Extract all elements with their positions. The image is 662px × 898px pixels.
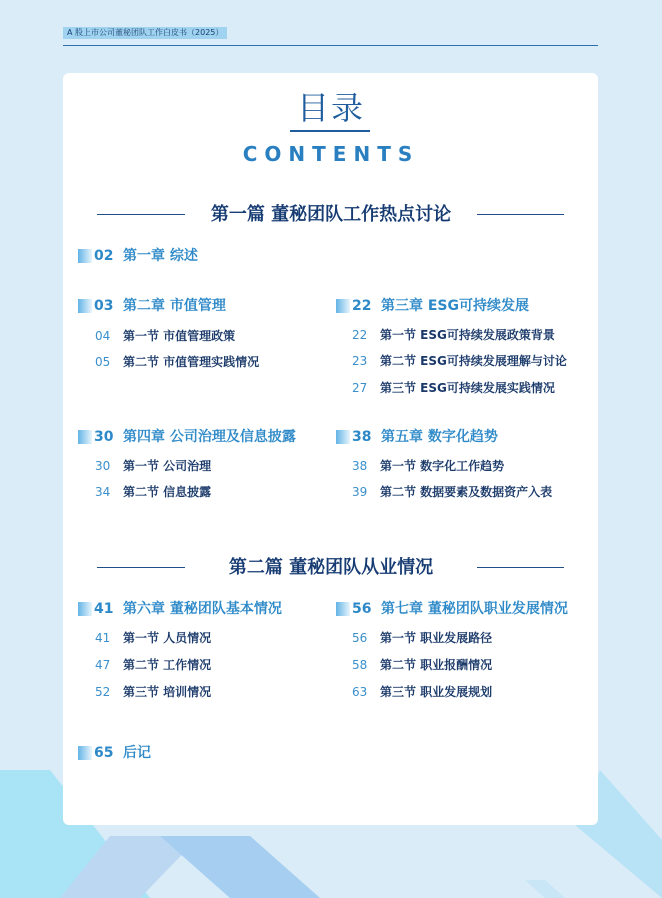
part-title: 第二篇 董秘团队从业情况 xyxy=(228,557,434,578)
part-divider-right xyxy=(477,567,564,568)
section-page: 04 xyxy=(95,329,111,343)
section-title: 第一节 市值管理政策 xyxy=(123,329,236,343)
chapter-marker xyxy=(336,430,350,444)
toc-title: 目录 xyxy=(296,89,365,127)
chapter-marker xyxy=(78,746,92,760)
toc-section[interactable] xyxy=(352,629,592,647)
chapter-page: 38 xyxy=(352,429,372,445)
section-title: 第二节 信息披露 xyxy=(123,485,212,499)
section-title: 第一节 职业发展路径 xyxy=(380,631,493,645)
chapter-page: 41 xyxy=(94,601,114,617)
section-page: 05 xyxy=(95,355,111,369)
chapter-title: 第五章 数字化趋势 xyxy=(381,429,498,445)
toc-section[interactable] xyxy=(95,629,335,647)
section-title: 第二节 职业报酬情况 xyxy=(380,658,493,672)
toc-section[interactable] xyxy=(95,656,335,674)
toc-section[interactable] xyxy=(352,683,592,701)
section-title: 第一节 数字化工作趋势 xyxy=(380,459,505,473)
chapter-page: 22 xyxy=(352,298,372,314)
chapter-marker xyxy=(78,430,92,444)
toc-chapter[interactable] xyxy=(78,599,333,619)
chapter-title: 第四章 公司治理及信息披露 xyxy=(123,429,296,445)
toc-chapter[interactable] xyxy=(336,296,591,316)
toc-chapter[interactable] xyxy=(78,743,278,763)
chapter-title: 第二章 市值管理 xyxy=(123,298,226,314)
toc-title-underline xyxy=(290,130,370,132)
toc-section[interactable] xyxy=(95,353,335,371)
chapter-page: 03 xyxy=(94,298,114,314)
toc-section[interactable] xyxy=(352,483,592,501)
section-page: 27 xyxy=(352,381,368,395)
part-divider-right xyxy=(477,214,564,215)
section-page: 22 xyxy=(352,328,368,342)
section-title: 第一节 公司治理 xyxy=(123,459,212,473)
toc-section[interactable] xyxy=(95,327,335,345)
section-page: 63 xyxy=(352,685,368,699)
toc-section[interactable] xyxy=(352,352,592,370)
section-page: 58 xyxy=(352,658,368,672)
toc-section[interactable] xyxy=(352,379,592,397)
chapter-title: 后记 xyxy=(123,745,151,761)
toc-section[interactable] xyxy=(95,683,335,701)
section-title: 第一节 ESG可持续发展政策背景 xyxy=(380,328,555,342)
chapter-title: 第六章 董秘团队基本情况 xyxy=(123,601,282,617)
section-page: 23 xyxy=(352,354,368,368)
toc-chapter[interactable] xyxy=(78,296,328,316)
chapter-page: 30 xyxy=(94,429,114,445)
chapter-page: 65 xyxy=(94,745,114,761)
section-title: 第二节 ESG可持续发展理解与讨论 xyxy=(380,354,567,368)
section-title: 第二节 市值管理实践情况 xyxy=(123,355,260,369)
chapter-title: 第七章 董秘团队职业发展情况 xyxy=(381,601,568,617)
section-page: 41 xyxy=(95,631,111,645)
chapter-title: 第一章 综述 xyxy=(123,248,198,264)
header-divider xyxy=(63,45,598,46)
chapter-page: 02 xyxy=(94,248,114,264)
toc-section[interactable] xyxy=(352,656,592,674)
section-page: 47 xyxy=(95,658,111,672)
document-header-tag: A 股上市公司董秘团队工作白皮书（2025） xyxy=(63,27,227,39)
chapter-marker xyxy=(78,602,92,616)
section-title: 第一节 人员情况 xyxy=(123,631,212,645)
toc-chapter[interactable] xyxy=(78,246,338,266)
chapter-marker xyxy=(336,299,350,313)
toc-chapter[interactable] xyxy=(336,599,596,619)
toc-card xyxy=(63,73,598,825)
chapter-page: 56 xyxy=(352,601,372,617)
toc-subtitle: CONTENTS xyxy=(242,142,420,166)
section-title: 第三节 职业发展规划 xyxy=(380,685,493,699)
section-title: 第二节 工作情况 xyxy=(123,658,212,672)
section-title: 第三节 ESG可持续发展实践情况 xyxy=(380,381,555,395)
toc-section[interactable] xyxy=(95,483,335,501)
part-title: 第一篇 董秘团队工作热点讨论 xyxy=(210,204,452,225)
section-page: 34 xyxy=(95,485,111,499)
toc-section[interactable] xyxy=(352,326,592,344)
section-title: 第二节 数据要素及数据资产入表 xyxy=(380,485,553,499)
toc-chapter[interactable] xyxy=(78,427,333,447)
toc-chapter[interactable] xyxy=(336,427,591,447)
toc-section[interactable] xyxy=(95,457,335,475)
chapter-marker xyxy=(336,602,350,616)
section-page: 30 xyxy=(95,459,111,473)
toc-section[interactable] xyxy=(352,457,592,475)
section-title: 第三节 培训情况 xyxy=(123,685,212,699)
section-page: 52 xyxy=(95,685,111,699)
section-page: 39 xyxy=(352,485,368,499)
chapter-title: 第三章 ESG可持续发展 xyxy=(381,298,530,314)
section-page: 38 xyxy=(352,459,368,473)
section-page: 56 xyxy=(352,631,368,645)
chapter-marker xyxy=(78,299,92,313)
chapter-marker xyxy=(78,249,92,263)
